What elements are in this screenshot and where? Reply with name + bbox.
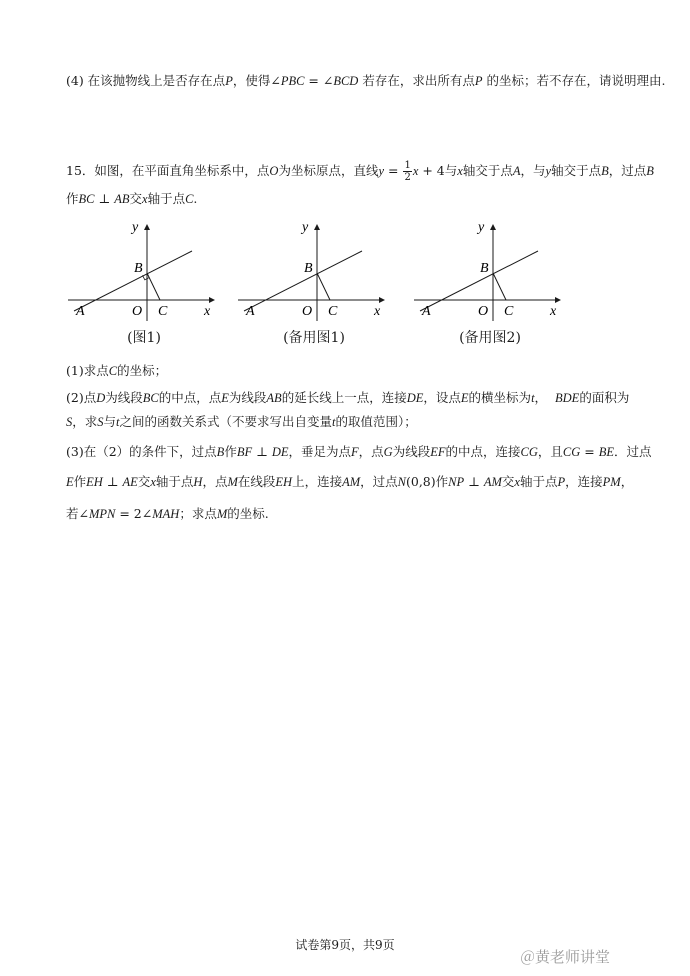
label-o: O	[302, 304, 313, 319]
label-b: B	[480, 261, 489, 276]
question-4: (4) 在该抛物线上是否存在点P，使得∠PBC = ∠BCD 若存在，求出所有点P 的坐标；若不存在，请说明理由.	[66, 73, 666, 88]
part-2-line2: S，求S与t之间的函数关系式（不要求写出自变量t的取值范围）；	[66, 414, 417, 429]
part-2-line1: (2)点D为线段BC的中点，点E为线段AB的延长线上一点，连接DE，设点E的横坐标为t， BDE的面积为	[66, 390, 630, 405]
label-b: B	[134, 261, 143, 276]
label-c: C	[328, 304, 338, 319]
label-x: x	[550, 304, 557, 319]
label-c: C	[504, 304, 514, 319]
fraction-one-half: $\frac{1}{2}$	[404, 160, 411, 183]
page-footer: 试卷第9页，共9页	[295, 938, 395, 952]
label-y: y	[478, 220, 485, 235]
question-15-stem: 15．如图，在平面直角坐标系中，点O为坐标原点，直线y = $\frac{1}{2}$ x + 4与x轴交于点A，与y轴交于点B，过点B	[66, 160, 654, 183]
figure-spare-1-diagram	[234, 215, 394, 325]
label-x: x	[374, 304, 381, 319]
label-o: O	[478, 304, 489, 319]
label-c: C	[158, 304, 168, 319]
figure-spare-2	[410, 215, 570, 355]
part-3-line1: (3)在（2）的条件下，过点B作BF ⊥ DE，垂足为点F，点G为线段EF的中点，连接CG，且CG = BE．过点	[66, 444, 652, 459]
watermark: ＠黄老师讲堂	[520, 948, 611, 966]
part-3-line2: E作EH ⊥ AE交x轴于点H，点M在线段EH上，连接AM，过点N(0,8)作NP ⊥ AM交x轴于点P，连接PM，	[66, 474, 634, 489]
label-a: A	[76, 304, 85, 319]
label-y: y	[132, 220, 139, 235]
question-15-stem-line2: 作BC ⊥ AB交x轴于点C.	[66, 191, 198, 206]
figure-1-caption: (图1)	[127, 330, 161, 346]
line-ab	[74, 251, 192, 311]
segment-bc	[147, 273, 160, 300]
figure-spare-1	[234, 215, 394, 355]
label-y: y	[302, 220, 309, 235]
line-ab	[244, 251, 362, 311]
label-x: x	[204, 304, 211, 319]
label-a: A	[246, 304, 255, 319]
line-ab	[420, 251, 538, 311]
figure-spare-2-diagram	[410, 215, 570, 325]
part-3-line3: 若∠MPN = 2∠MAH；求点M的坐标.	[66, 506, 269, 521]
figure-1-diagram	[64, 215, 224, 325]
figure-spare-2-caption: (备用图2)	[459, 330, 521, 346]
segment-bc	[493, 273, 506, 300]
figure-spare-1-caption: (备用图1)	[283, 330, 345, 346]
segment-bc	[317, 273, 330, 300]
figure-1	[64, 215, 224, 355]
label-o: O	[132, 304, 143, 319]
label-b: B	[304, 261, 313, 276]
part-1: (1)求点C的坐标；	[66, 363, 168, 378]
label-a: A	[422, 304, 431, 319]
